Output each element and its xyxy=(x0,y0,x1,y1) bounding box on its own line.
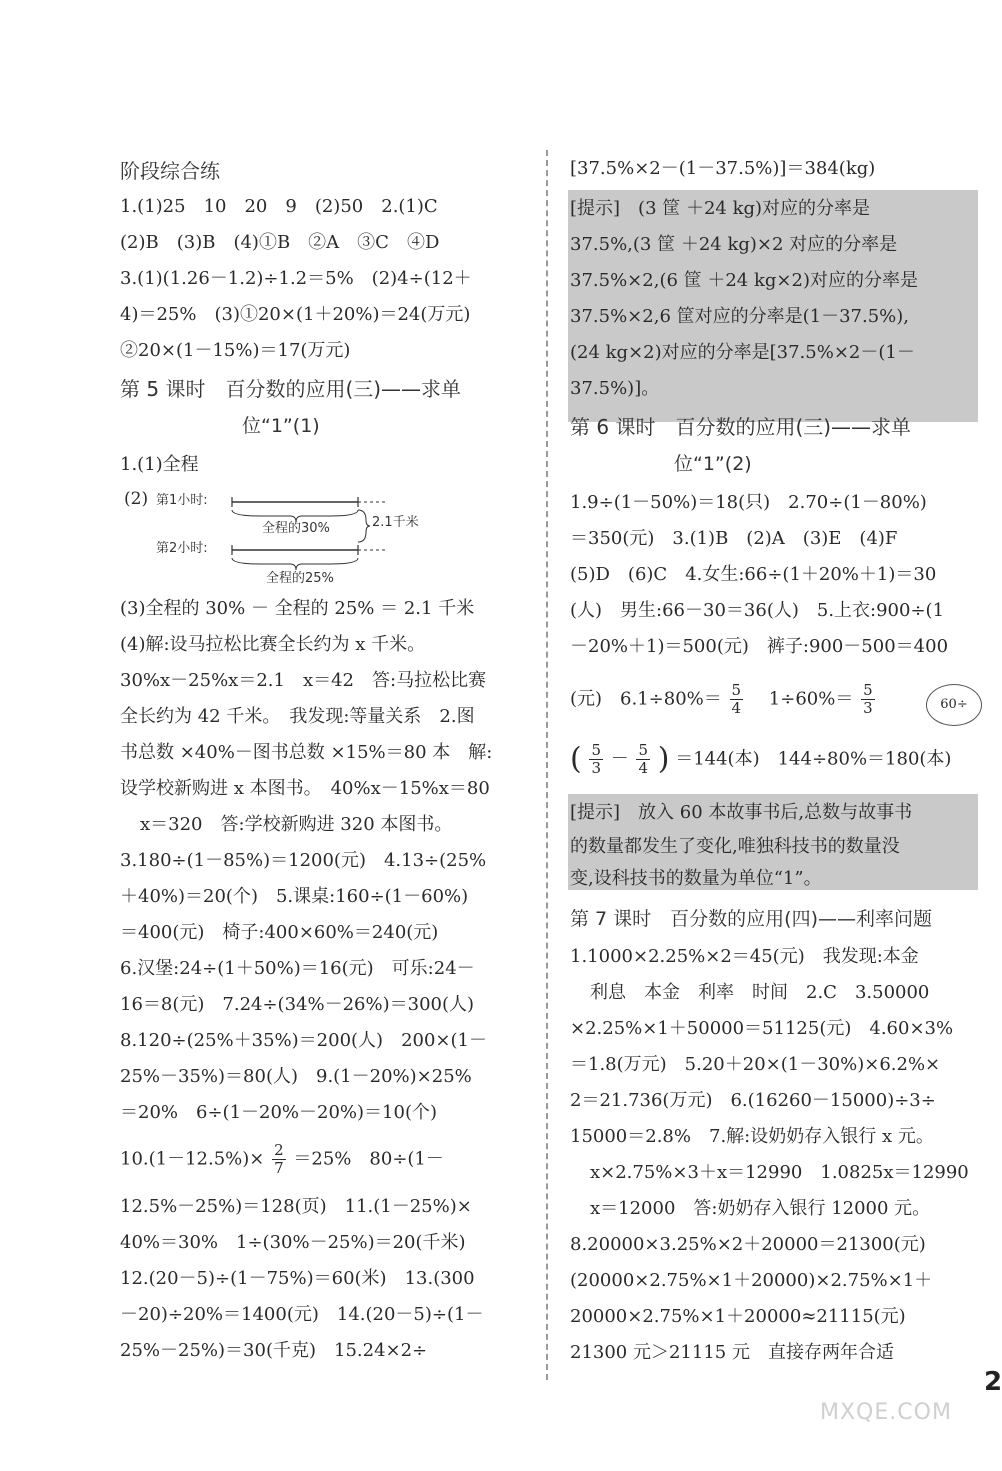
watermark: MXQE.COM xyxy=(820,1400,952,1425)
text-line: (2)B (3)B (4)①B ②A ③C ④D xyxy=(120,232,440,253)
lesson7-title: 第 7 课时 百分数的应用(四)——利率问题 xyxy=(570,908,932,930)
text-line-with-fractions xyxy=(570,742,951,777)
hint-line: 37.5%×2,6 筐对应的分率是(1－37.5%), xyxy=(570,306,910,327)
text-line: 16＝8(元) 7.24÷(34%－26%)＝300(人) xyxy=(120,994,475,1015)
text-line: 利息 本金 利率 时间 2.C 3.50000 xyxy=(590,982,930,1003)
fraction-numerator: 5 xyxy=(731,681,742,699)
text-line: 全长约为 42 千米。 我发现:等量关系 2.图 xyxy=(120,706,475,727)
text-line: －20)÷20%＝1400(元) 14.(20－5)÷(1－ xyxy=(120,1304,484,1325)
hint-line: 变,设科技书的数量为单位“1”。 xyxy=(570,868,822,889)
text-line: 15000＝2.8% 7.解:设奶奶存入银行 x 元。 xyxy=(570,1126,934,1147)
fraction-denominator: 7 xyxy=(274,1159,284,1177)
diagram-prefix: (2) xyxy=(124,489,149,509)
text-line: 3.180÷(1－85%)＝1200(元) 4.13÷(25% xyxy=(120,850,487,871)
text-part: (元) 6.1÷80%＝ xyxy=(570,688,722,710)
text-line: －20%＋1)＝500(元) 裤子:900－500＝400 xyxy=(570,636,949,657)
stamp-60-div: 60÷ xyxy=(926,684,982,726)
text-line: 25%－35%)＝80(人) 9.(1－20%)×25% xyxy=(120,1066,472,1087)
column-divider xyxy=(546,150,548,1380)
diagram-pct30: 全程的30% xyxy=(262,521,330,536)
text-part: ＝25% 80÷(1－ xyxy=(293,1148,444,1170)
left-paren-glyph: ( xyxy=(570,741,582,777)
lesson6-title: 第 6 课时 百分数的应用(三)——求单 xyxy=(570,415,912,439)
text-line: 6.汉堡:24÷(1＋50%)＝16(元) 可乐:24－ xyxy=(120,958,475,979)
text-part: 10.(1－12.5%)× xyxy=(120,1148,265,1170)
text-line: 书总数 ×40%－图书总数 ×15%＝80 本 解: xyxy=(120,742,493,763)
text-line: 设学校新购进 x 本图书。 40%x－15%x＝80 xyxy=(120,778,490,799)
text-line: x×2.75%×3＋x＝12990 1.0825x＝12990 xyxy=(590,1162,969,1183)
fraction xyxy=(589,742,603,777)
text-line: (4)解:设马拉松比赛全长约为 x 千米。 xyxy=(120,634,426,655)
text-line: ＝20% 6÷(1－20%－20%)＝10(个) xyxy=(120,1102,438,1123)
diagram-pct25: 全程的25% xyxy=(266,571,334,586)
text-line: 40%＝30% 1÷(30%－25%)＝20(千米) xyxy=(120,1232,466,1253)
fraction-numerator: 5 xyxy=(591,741,601,759)
text-line: [37.5%×2－(1－37.5%)]＝384(kg) xyxy=(570,158,876,179)
text-line: 12.5%－25%)＝128(页) 11.(1－25%)× xyxy=(120,1196,472,1217)
page-number: 2 xyxy=(984,1367,1002,1397)
text-line: ＝400(元) 椅子:400×60%＝240(元) xyxy=(120,922,439,943)
diagram-hour2-label: 第2小时: xyxy=(156,541,208,556)
text-line: ②20×(1－15%)＝17(万元) xyxy=(120,340,351,361)
lesson5-title: 第 5 课时 百分数的应用(三)——求单 xyxy=(120,377,462,401)
text-line: 12.(20－5)÷(1－75%)＝60(米) 13.(300 xyxy=(120,1268,475,1289)
text-line: 1.(1)25 10 20 9 (2)50 2.(1)C xyxy=(120,196,438,217)
text-line: 30%x－25%x＝2.1 x＝42 答:马拉松比赛 xyxy=(120,670,487,691)
fraction xyxy=(272,1142,286,1177)
lesson6-title-cont: 位“1”(2) xyxy=(674,453,752,475)
fraction xyxy=(861,682,875,717)
text-part: 1÷60%＝ xyxy=(750,688,854,710)
text-line: 21300 元＞21115 元 直接存两年合适 xyxy=(570,1342,894,1363)
fraction-denominator: 3 xyxy=(863,699,873,717)
hint-line: 37.5%,(3 筐 ＋24 kg)×2 对应的分率是 xyxy=(570,234,898,255)
hint-line: [提示] (3 筐 ＋24 kg)对应的分率是 xyxy=(570,198,871,219)
diagram-hour1-label: 第1小时: xyxy=(156,493,208,508)
text-line: ＝350(元) 3.(1)B (2)A (3)E (4)F xyxy=(570,528,898,549)
text-part: － xyxy=(610,748,629,770)
right-paren-glyph: ) xyxy=(657,741,670,777)
fraction-numerator: 5 xyxy=(638,741,649,759)
fraction-numerator: 2 xyxy=(274,1141,284,1159)
text-line: 4)＝25% (3)①20×(1＋20%)＝24(万元) xyxy=(120,304,471,325)
text-line: (人) 男生:66－30＝36(人) 5.上衣:900÷(1 xyxy=(570,600,945,621)
hint-line: (24 kg×2)对应的分率是[37.5%×2－(1－ xyxy=(570,342,915,363)
text-line: 2＝21.736(万元) 6.(16260－15000)÷3÷ xyxy=(570,1090,936,1111)
text-line: x＝320 答:学校新购进 320 本图书。 xyxy=(140,814,453,835)
hint-line: 37.5%×2,(6 筐 ＋24 kg×2)对应的分率是 xyxy=(570,270,918,291)
text-line: 8.120÷(25%＋35%)＝200(人) 200×(1－ xyxy=(120,1030,487,1051)
fraction xyxy=(636,742,650,777)
section-title: 阶段综合练 xyxy=(120,159,220,183)
text-line: (3)全程的 30% － 全程的 25% ＝ 2.1 千米 xyxy=(120,598,475,619)
text-line: (5)D (6)C 4.女生:66÷(1＋20%＋1)＝30 xyxy=(570,564,937,585)
fraction-numerator: 5 xyxy=(863,681,873,699)
text-line-with-fraction xyxy=(120,1142,444,1177)
hint-line: 37.5%)]。 xyxy=(570,378,660,399)
text-line: ＝1.8(万元) 5.20＋20×(1－30%)×6.2%× xyxy=(570,1054,941,1075)
fraction xyxy=(730,682,744,717)
hint-line: 的数量都发生了变化,唯独科技书的数量没 xyxy=(570,836,900,857)
text-line: (20000×2.75%×1＋20000)×2.75%×1＋ xyxy=(570,1270,933,1291)
text-line: ＋40%)＝20(个) 5.课桌:160÷(1－60%) xyxy=(120,886,469,907)
text-line: 1.9÷(1－50%)＝18(只) 2.70÷(1－80%) xyxy=(570,492,927,513)
text-line: ×2.25%×1＋50000＝51125(元) 4.60×3% xyxy=(570,1018,954,1039)
diagram-diff: 2.1千米 xyxy=(372,515,419,530)
fraction-denominator: 4 xyxy=(731,699,742,717)
text-line: x＝12000 答:奶奶存入银行 12000 元。 xyxy=(590,1198,931,1219)
lesson5-title-cont: 位“1”(1) xyxy=(242,415,320,437)
text-line: 1.1000×2.25%×2＝45(元) 我发现:本金 xyxy=(570,946,919,967)
fraction-denominator: 3 xyxy=(591,759,601,777)
fraction-denominator: 4 xyxy=(638,759,649,777)
text-part: ＝144(本) 144÷80%＝180(本) xyxy=(675,748,952,770)
segment-diagram xyxy=(120,480,460,590)
text-line: 25%－25%)＝30(千克) 15.24×2÷ xyxy=(120,1340,428,1361)
text-line-with-fractions xyxy=(570,682,877,717)
text-line: 3.(1)(1.26－1.2)÷1.2＝5% (2)4÷(12＋ xyxy=(120,268,472,289)
text-line: 8.20000×3.25%×2＋20000＝21300(元) xyxy=(570,1234,926,1255)
text-line: 20000×2.75%×1＋20000≈21115(元) xyxy=(570,1306,906,1327)
text-line: 1.(1)全程 xyxy=(120,454,199,475)
hint-line: [提示] 放入 60 本故事书后,总数与故事书 xyxy=(570,802,913,823)
